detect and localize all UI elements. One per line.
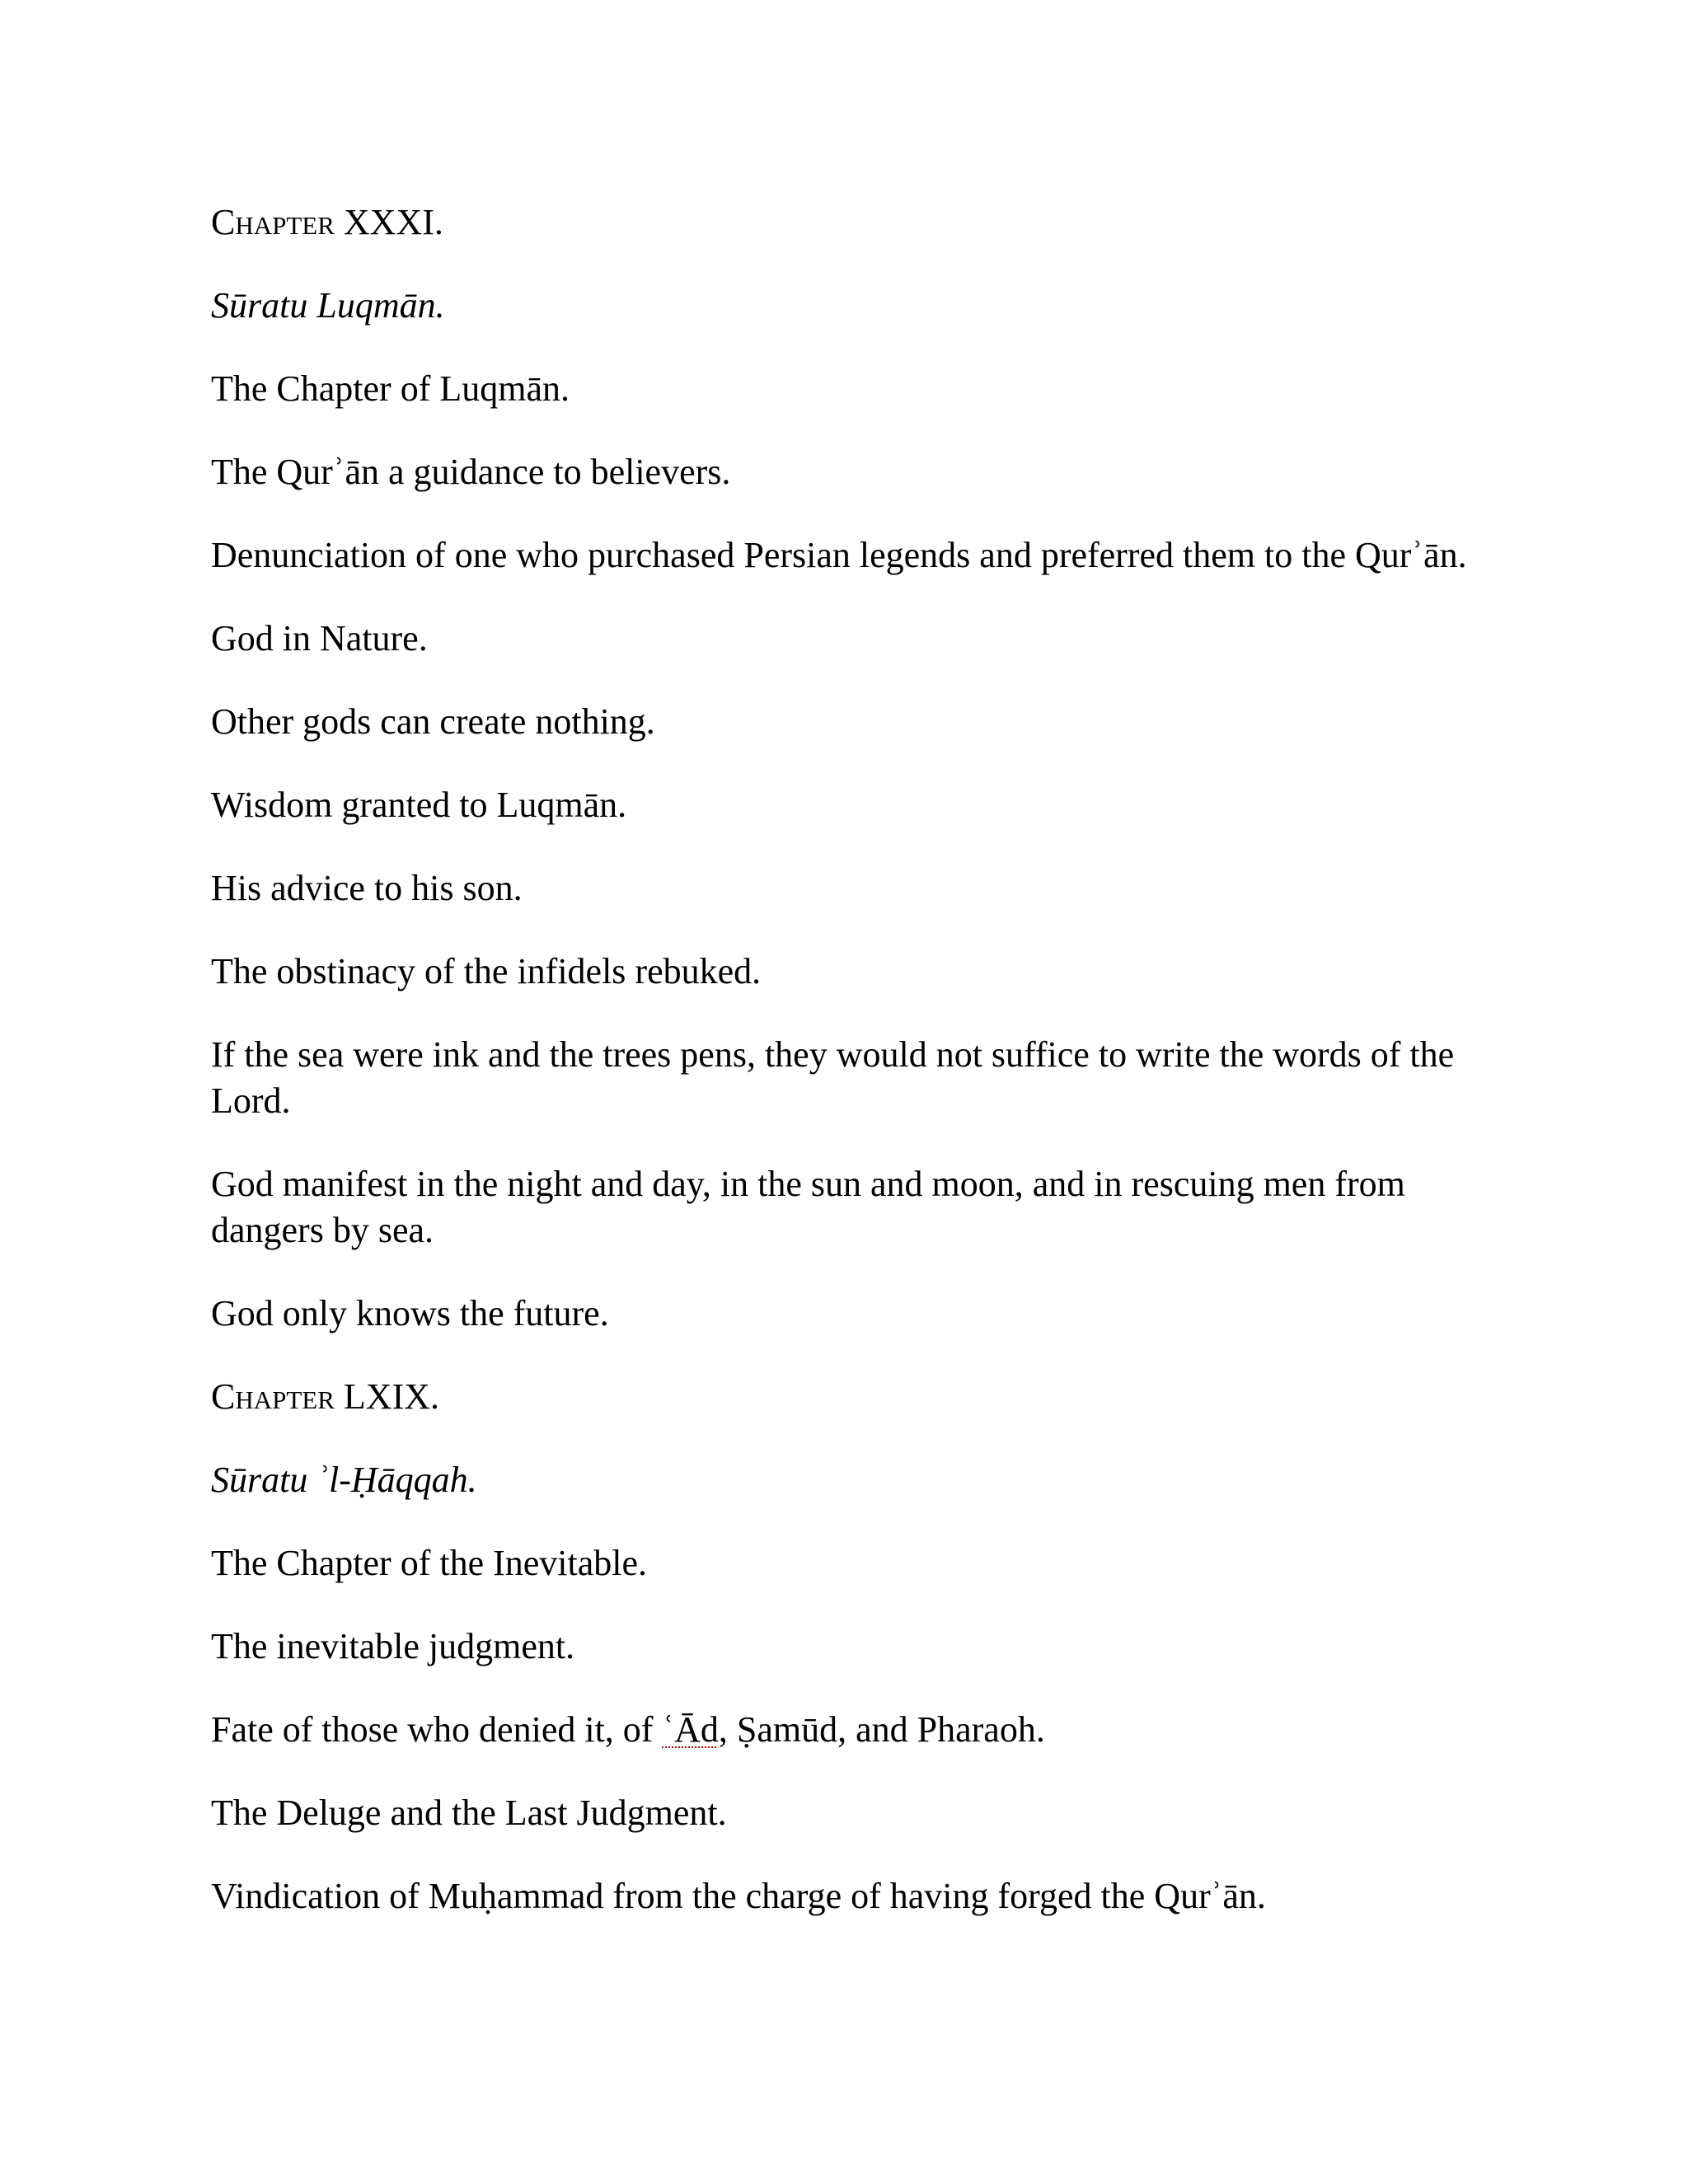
summary-line: Denunciation of one who purchased Persian legends and preferred them to the Qurʾān. <box>211 535 1467 575</box>
summary-line: Other gods can create nothing. <box>211 701 655 742</box>
summary-line: His advice to his son. <box>211 868 523 908</box>
summary-line: Vindication of Muḥammad from the charge of having forged the Qurʾān. <box>211 1876 1266 1916</box>
fate-text-before: Fate of those who denied it, of <box>211 1709 663 1750</box>
summary-line: The Deluge and the Last Judgment. <box>211 1793 727 1833</box>
summary-line: The Qurʾān a guidance to believers. <box>211 452 731 492</box>
summary-line: Wisdom granted to Luqmān. <box>211 785 627 825</box>
spellcheck-marked-word: ʿĀd <box>662 1709 719 1750</box>
chapter-heading-31: Chapter XXXI. <box>211 202 443 242</box>
fate-text-after: , Ṣamūd, and Pharaoh. <box>718 1709 1045 1750</box>
summary-line: God in Nature. <box>211 618 428 658</box>
chapter-title-31: The Chapter of Luqmān. <box>211 368 570 409</box>
summary-line: If the sea were ink and the trees pens, they would not suffice to write the words of the Lord. <box>211 1034 1455 1121</box>
summary-line: God only knows the future. <box>211 1293 609 1333</box>
summary-line: The obstinacy of the infidels rebuked. <box>211 951 762 991</box>
summary-line: God manifest in the night and day, in the sun and moon, and in rescuing men from dangers by sea. <box>211 1164 1405 1250</box>
surah-name-69: Sūratu ʾl-Ḥāqqah. <box>211 1460 477 1500</box>
surah-name-31: Sūratu Luqmān. <box>211 285 445 326</box>
document-body <box>211 199 1480 1957</box>
chapter-title-69: The Chapter of the Inevitable. <box>211 1543 648 1583</box>
summary-line-fate <box>211 1707 1480 1753</box>
summary-line: The inevitable judgment. <box>211 1626 575 1666</box>
chapter-heading-69: Chapter LXIX. <box>211 1376 439 1417</box>
